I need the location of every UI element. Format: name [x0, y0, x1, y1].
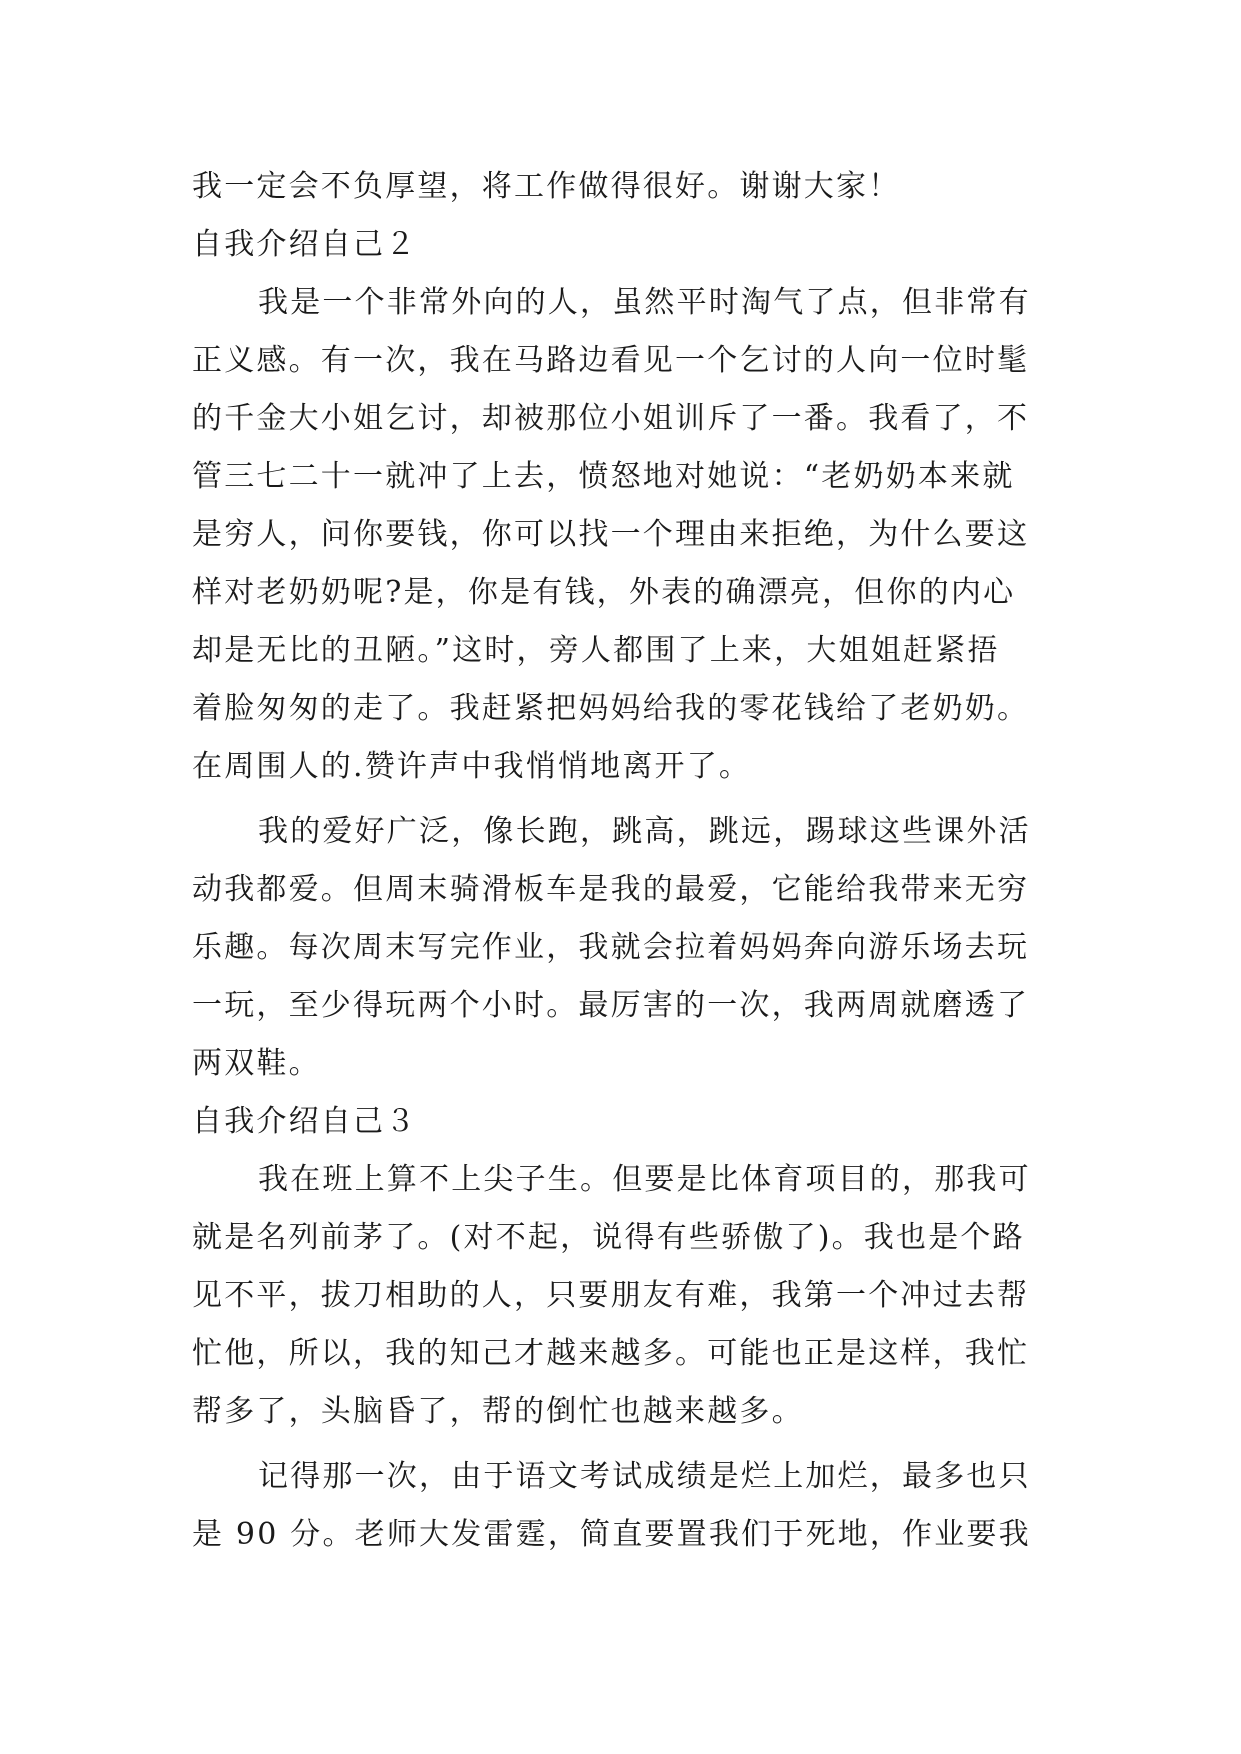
paragraph-line: 我是一个非常外向的人，虽然平时淘气了点，但非常有: [258, 285, 1031, 320]
paragraph-line: 管三七二十一就冲了上去，愤怒地对她说：“老奶奶本来就: [192, 459, 1015, 494]
document-page: [192, 158, 1072, 1564]
paragraph-line: 我的爱好广泛，像长跑，跳高，跳远，踢球这些课外活: [258, 814, 1031, 849]
paragraph-line: 一玩，至少得玩两个小时。最厉害的一次，我两周就磨透了: [192, 988, 1030, 1023]
paragraph-line: 着脸匆匆的走了。我赶紧把妈妈给我的零花钱给了老奶奶。: [192, 691, 1030, 726]
paragraph-line: 帮多了，头脑昏了，帮的倒忙也越来越多。: [192, 1394, 804, 1429]
paragraph-gap: [192, 796, 1072, 803]
paragraph-line: 记得那一次，由于语文考试成绩是烂上加烂，最多也只: [258, 1459, 1031, 1494]
paragraph-line: 正义感。有一次，我在马路边看见一个乞讨的人向一位时髦: [192, 343, 1030, 378]
section-heading-3: 自我介绍自己３: [192, 1104, 418, 1139]
text-line-closing: 我一定会不负厚望，将工作做得很好。谢谢大家！: [192, 169, 901, 204]
section-heading-2: 自我介绍自己２: [192, 227, 418, 262]
paragraph-line: 是 90 分。老师大发雷霆，简直要置我们于死地，作业要我: [192, 1517, 1031, 1552]
paragraph-gap: [192, 1441, 1072, 1448]
paragraph-line: 样对老奶奶呢?是，你是有钱，外表的确漂亮，但你的内心: [192, 575, 1016, 610]
paragraph-line: 动我都爱。但周末骑滑板车是我的最爱，它能给我带来无穷: [192, 872, 1030, 907]
paragraph-line: 两双鞋。: [192, 1046, 321, 1081]
paragraph-line: 就是名列前茅了。(对不起，说得有些骄傲了)。我也是个路: [192, 1220, 1025, 1255]
paragraph-line: 在周围人的.赞许声中我悄悄地离开了。: [192, 749, 752, 784]
paragraph-line: 是穷人，问你要钱，你可以找一个理由来拒绝，为什么要这: [192, 517, 1030, 552]
paragraph-line: 乐趣。每次周末写完作业，我就会拉着妈妈奔向游乐场去玩: [192, 930, 1030, 965]
paragraph-line: 见不平，拔刀相助的人，只要朋友有难，我第一个冲过去帮: [192, 1278, 1030, 1313]
paragraph-line: 忙他，所以，我的知己才越来越多。可能也正是这样，我忙: [192, 1336, 1030, 1371]
paragraph-line: 我在班上算不上尖子生。但要是比体育项目的，那我可: [258, 1162, 1031, 1197]
paragraph-line: 却是无比的丑陋。”这时，旁人都围了上来，大姐姐赶紧捂: [192, 633, 1000, 668]
paragraph-line: 的千金大小姐乞讨，却被那位小姐训斥了一番。我看了，不: [192, 401, 1030, 436]
